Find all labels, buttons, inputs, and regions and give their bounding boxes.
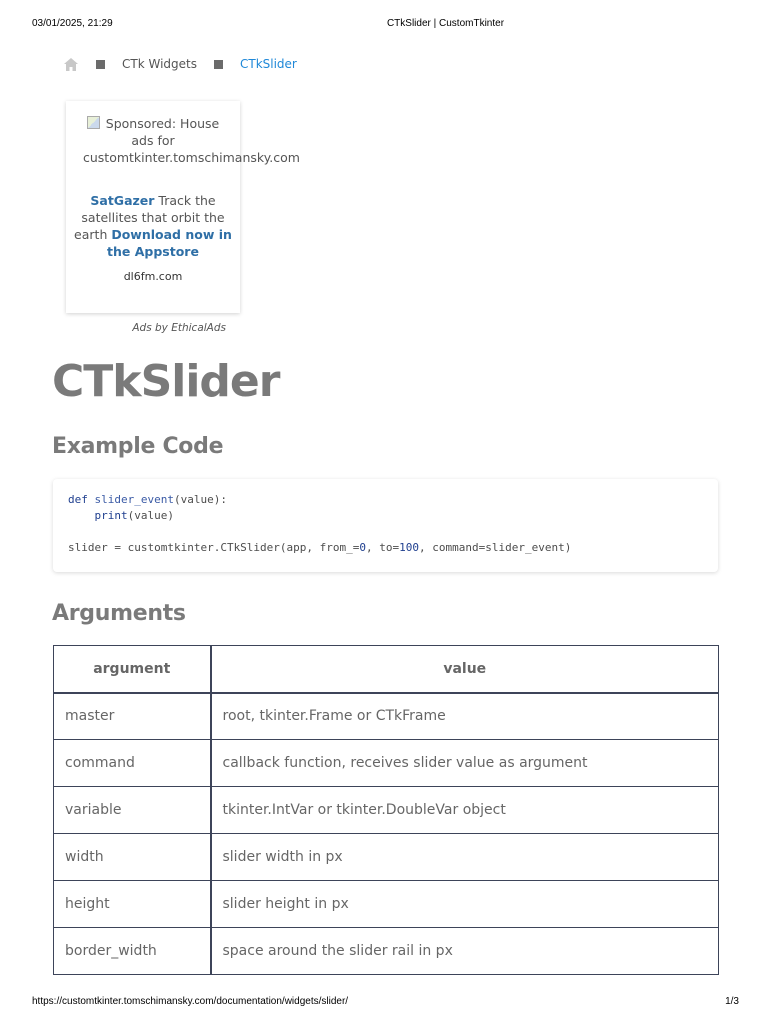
- value-cell: space around the slider rail in px: [211, 928, 719, 975]
- code-keyword: def: [68, 493, 88, 506]
- argument-cell: height: [54, 881, 211, 928]
- code-indent: [68, 509, 95, 522]
- value-cell: root, tkinter.Frame or CTkFrame: [211, 693, 719, 740]
- column-header-value: value: [211, 646, 719, 693]
- print-datetime: 03/01/2025, 21:29: [32, 18, 113, 29]
- breadcrumb-ctk-widgets[interactable]: CTk Widgets: [122, 57, 197, 71]
- section-title-example-code: Example Code: [52, 434, 224, 459]
- table-row: [54, 881, 719, 928]
- ad-domain[interactable]: dl6fm.com: [123, 270, 183, 283]
- breadcrumb-separator-icon: [214, 60, 223, 69]
- argument-cell: command: [54, 740, 211, 787]
- code-block: [53, 479, 718, 572]
- argument-cell: master: [54, 693, 211, 740]
- print-header: [0, 16, 768, 32]
- broken-image-icon: [87, 116, 100, 129]
- column-header-argument: argument: [54, 646, 211, 693]
- code-function-name: slider_event: [94, 493, 174, 506]
- ad-image-alt: Sponsored: House ads for customtkinter.tomschimansky.com: [83, 116, 300, 165]
- code-number: 0: [359, 541, 367, 554]
- section-title-arguments: Arguments: [52, 601, 186, 626]
- page-number: 1/3: [725, 996, 739, 1007]
- value-cell: slider width in px: [211, 834, 719, 881]
- table-row: [54, 740, 719, 787]
- table-row: [54, 834, 719, 881]
- value-cell: callback function, receives slider value as argument: [211, 740, 719, 787]
- arguments-table: [53, 645, 719, 975]
- table-row: [54, 693, 719, 740]
- code-text: (value): [127, 509, 174, 522]
- code-text: , to=: [366, 541, 400, 554]
- argument-cell: border_width: [54, 928, 211, 975]
- code-number: 100: [399, 541, 420, 554]
- code-text: slider = customtkinter.CTkSlider(app, from_=: [68, 541, 360, 554]
- table-row: [54, 787, 719, 834]
- ad-image[interactable]: [83, 115, 300, 166]
- ad-brand-link[interactable]: SatGazer: [90, 193, 155, 208]
- page-title: CTkSlider: [52, 356, 280, 407]
- print-url: https://customtkinter.tomschimansky.com/documentation/widgets/slider/: [32, 996, 349, 1007]
- ad-cta-link[interactable]: Download now in the Appstore: [107, 227, 232, 259]
- argument-cell: width: [54, 834, 211, 881]
- print-title: CTkSlider | CustomTkinter: [386, 18, 505, 29]
- breadcrumb: [64, 56, 314, 72]
- home-icon[interactable]: [64, 58, 78, 71]
- table-header-row: [54, 646, 719, 693]
- breadcrumb-separator-icon: [96, 60, 105, 69]
- code-text: , command=slider_event): [419, 541, 572, 554]
- sponsored-ad[interactable]: [66, 101, 300, 313]
- code-builtin: print: [94, 509, 128, 522]
- value-cell: slider height in px: [211, 881, 719, 928]
- breadcrumb-ctkslider[interactable]: CTkSlider: [239, 57, 297, 71]
- value-cell: tkinter.IntVar or tkinter.DoubleVar object: [211, 787, 719, 834]
- argument-cell: variable: [54, 787, 211, 834]
- ad-text: [66, 192, 240, 260]
- code-text: (value):: [173, 493, 227, 506]
- ad-description: Track the satellites that orbit the earth: [74, 193, 225, 242]
- table-row: [54, 928, 719, 975]
- ads-by-ethicalads[interactable]: Ads by EthicalAds: [132, 322, 226, 334]
